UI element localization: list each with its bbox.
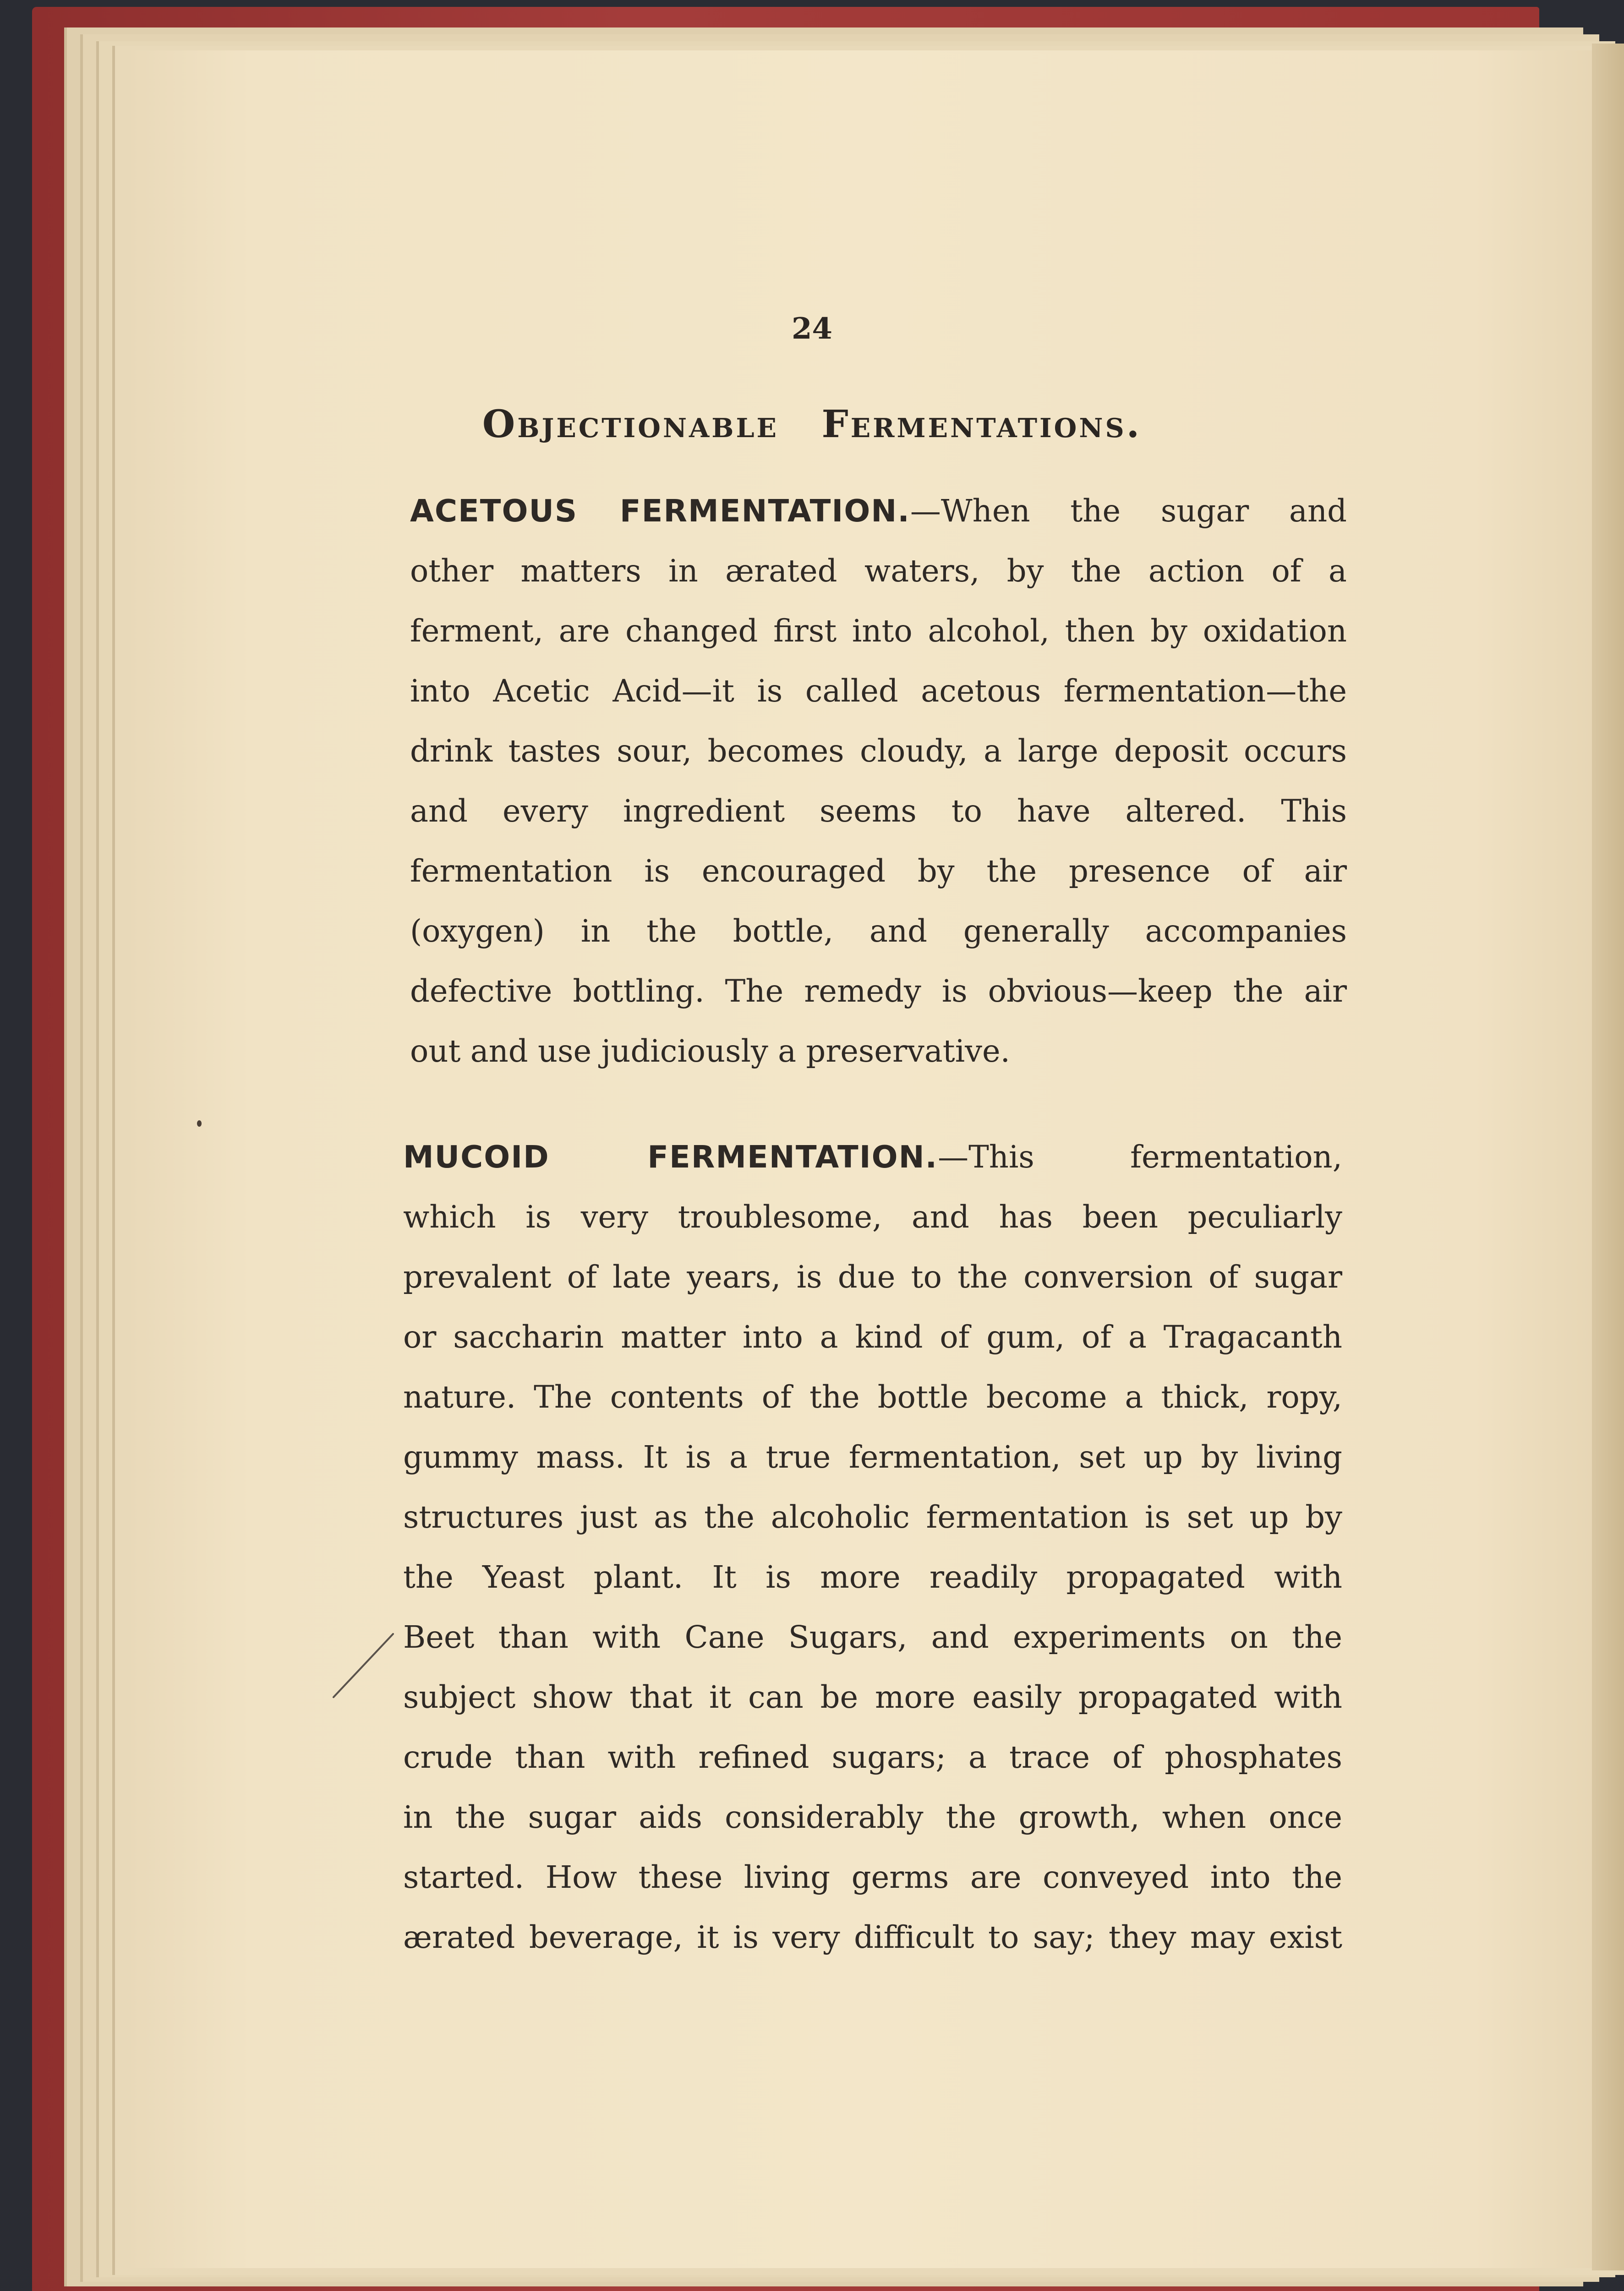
paragraph-acetous (410, 481, 1347, 1081)
paragraph-line: and every ingredient seems to have altered. This (410, 793, 1347, 829)
paragraph-line: (oxygen) in the bottle, and generally accompanies (410, 913, 1347, 949)
paragraph-line: fermentation is encouraged by the presence of air (410, 853, 1347, 889)
pencil-margin-mark (330, 1631, 396, 1700)
paragraph-line: MUCOID FERMENTATION.—This fermentation, (403, 1139, 1342, 1175)
ink-spot (197, 1120, 202, 1127)
paragraph-line: structures just as the alcoholic fermentation is set up by (403, 1499, 1342, 1535)
page-heading: Objectionable Fermentations. (482, 402, 1142, 446)
section-lead: ACETOUS FERMENTATION. (410, 493, 910, 529)
paragraph-line: gummy mass. It is a true fermentation, set up by living (403, 1439, 1342, 1475)
paragraph-line: prevalent of late years, is due to the conversion of sugar (403, 1259, 1342, 1295)
paragraph-line: crude than with refined sugars; a trace of phosphates (403, 1739, 1342, 1775)
paragraph-line: into Acetic Acid—it is called acetous fermentation—the (410, 673, 1347, 709)
paragraph-line: the Yeast plant. It is more readily propagated with (403, 1559, 1342, 1595)
paragraph-line: ærated beverage, it is very difficult to say; they may exist (403, 1919, 1342, 1955)
page-number: 24 (791, 312, 833, 346)
paragraph-line: ferment, are changed first into alcohol, then by oxidation (410, 613, 1347, 649)
paragraph-line: ACETOUS FERMENTATION.—When the sugar and (410, 493, 1347, 529)
paragraph-line: in the sugar aids considerably the growth, when once (403, 1799, 1342, 1835)
paragraph-line: nature. The contents of the bottle become a thick, ropy, (403, 1379, 1342, 1415)
paragraph-mucoid (403, 1127, 1342, 1968)
paragraph-line: drink tastes sour, becomes cloudy, a large deposit occurs (410, 733, 1347, 769)
section-lead: MUCOID FERMENTATION. (403, 1139, 938, 1175)
paragraph-line: subject show that it can be more easily propagated with (403, 1679, 1342, 1715)
paragraph-line: started. How these living germs are conveyed into the (403, 1859, 1342, 1895)
paragraph-line: defective bottling. The remedy is obvious—keep the air (410, 973, 1347, 1009)
paragraph-line: which is very troublesome, and has been peculiarly (403, 1199, 1342, 1235)
paragraph-line: other matters in ærated waters, by the action of a (410, 553, 1347, 589)
paragraph-line: or saccharin matter into a kind of gum, of a Tragacanth (403, 1319, 1342, 1355)
paragraph-line: Beet than with Cane Sugars, and experiments on the (403, 1619, 1342, 1655)
paragraph-line: out and use judiciously a preservative. (410, 1033, 1010, 1069)
right-page-edge (1592, 44, 1624, 2270)
